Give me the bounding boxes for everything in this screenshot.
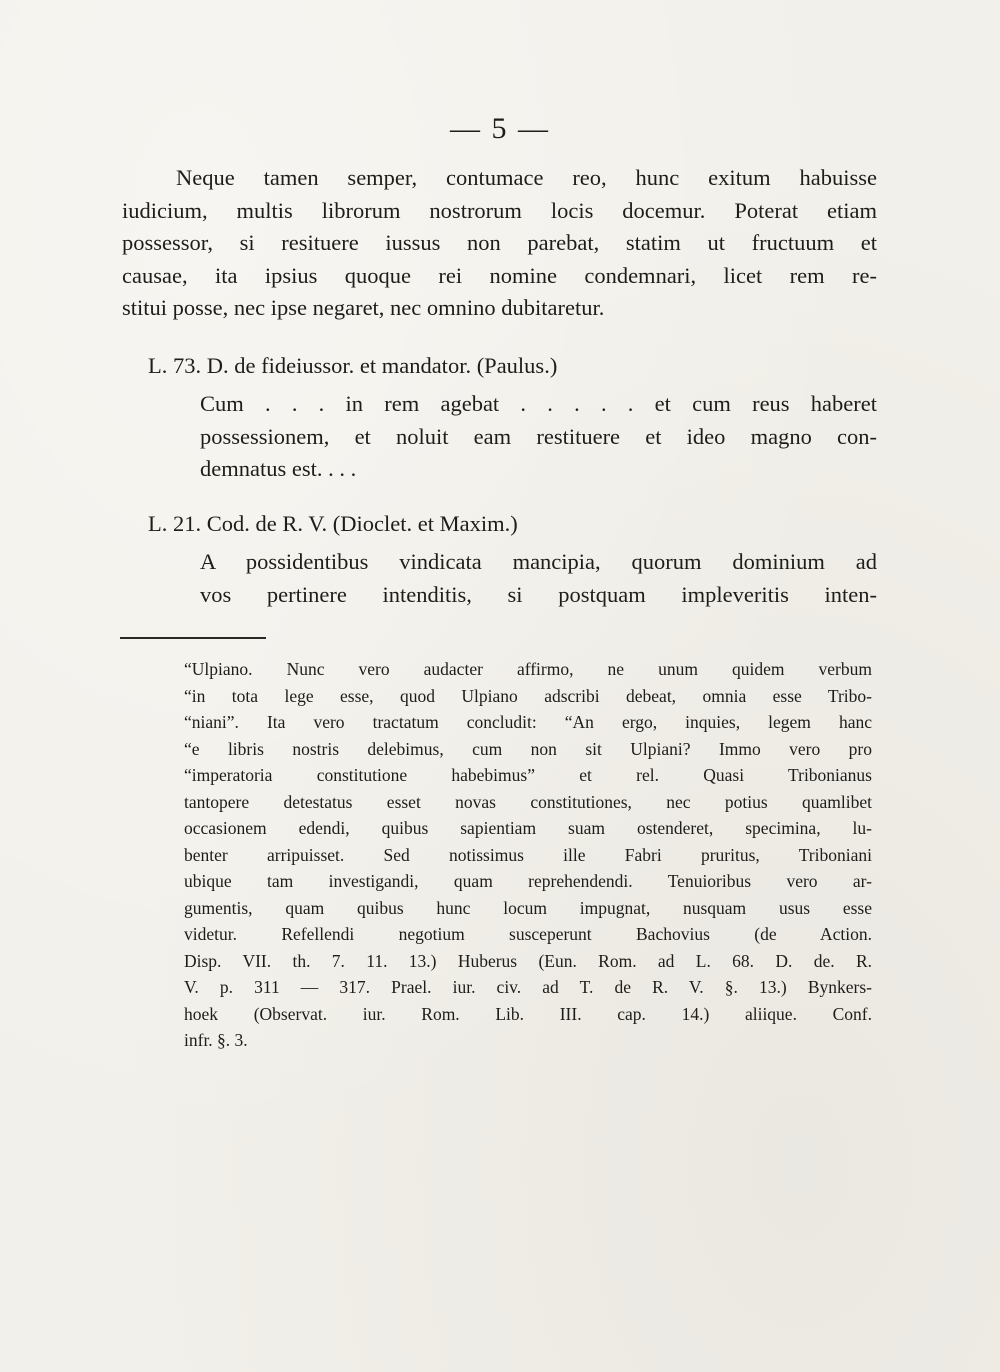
footnote-line: hoek (Observat. iur. Rom. Lib. III. cap. 14.) aliique. Conf.	[184, 1003, 872, 1024]
footnote	[184, 656, 872, 1054]
paragraph-line: stitui posse, nec ipse negaret, nec omnino dubitaretur.	[122, 295, 605, 320]
paragraph-line: possessor, si resituere iussus non parebat, statim ut fructuum et	[122, 230, 877, 255]
footnote-line: benter arripuisset. Sed notissimus ille Fabri pruritus, Triboniani	[184, 844, 872, 865]
footnote-line: V. p. 311 — 317. Prael. iur. civ. ad T. de R. V. §. 13.) Bynkers-	[184, 977, 872, 997]
citation-heading: L. 73. D. de fideiussor. et mandator. (Paulus.)	[148, 353, 558, 378]
footnote-line: occasionem edendi, quibus sapientiam suam ostenderet, specimina, lu-	[184, 818, 872, 838]
footnote-line: ubique tam investigandi, quam reprehendendi. Tenuioribus vero ar-	[184, 871, 872, 891]
footnote-line: Disp. VII. th. 7. 11. 13.) Huberus (Eun. Rom. ad L. 68. D. de. R.	[184, 950, 872, 971]
footnote-line: “imperatoria constitutione habebimus” et rel. Quasi Tribonianus	[184, 765, 872, 785]
citation-heading: L. 21. Cod. de R. V. (Dioclet. et Maxim.)	[148, 511, 518, 536]
footnote-line: “Ulpiano. Nunc vero audacter affirmo, ne unum quidem verbum	[184, 659, 872, 679]
footnote-line: videtur. Refellendi negotium susceperunt Bachovius (de Action.	[184, 924, 872, 944]
paragraph-line: iudicium, multis librorum nostrorum locis docemur. Poterat etiam	[122, 197, 877, 223]
quote-line: A possidentibus vindicata mancipia, quorum dominium ad	[200, 549, 877, 574]
quote-line: possessionem, et noluit eam restituere et ideo magno con-	[200, 423, 877, 449]
footnote-line: “e libris nostris delebimus, cum non sit Ulpiani? Immo vero pro	[184, 738, 872, 759]
paragraph-line: Neque tamen semper, contumace reo, hunc exitum habuisse	[176, 165, 877, 190]
footnote-line: “in tota lege esse, quod Ulpiano adscribi debeat, omnia esse Tribo-	[184, 685, 872, 706]
footnote-line: infr. §. 3.	[184, 1030, 248, 1050]
quote-line: demnatus est. . . .	[200, 456, 357, 481]
footnote-divider	[120, 637, 266, 639]
footnote-line: gumentis, quam quibus hunc locum impugnat, nusquam usus esse	[184, 897, 872, 918]
main-paragraph	[122, 162, 877, 325]
footnote-line: tantopere detestatus esset novas constitutiones, nec potius quamlibet	[184, 791, 872, 812]
quoted-passage	[200, 546, 877, 611]
quote-line: Cum . . . in rem agebat . . . . . et cum reus haberet	[200, 391, 877, 416]
quote-line: vos pertinere intenditis, si postquam impleveritis inten-	[200, 581, 877, 607]
page-number: — 5 —	[450, 112, 550, 145]
footnote-line: “niani”. Ita vero tractatum concludit: “An ergo, inquies, legem hanc	[184, 712, 872, 732]
quoted-passage	[200, 388, 877, 486]
paragraph-line: causae, ita ipsius quoque rei nomine condemnari, licet rem re-	[122, 262, 877, 288]
